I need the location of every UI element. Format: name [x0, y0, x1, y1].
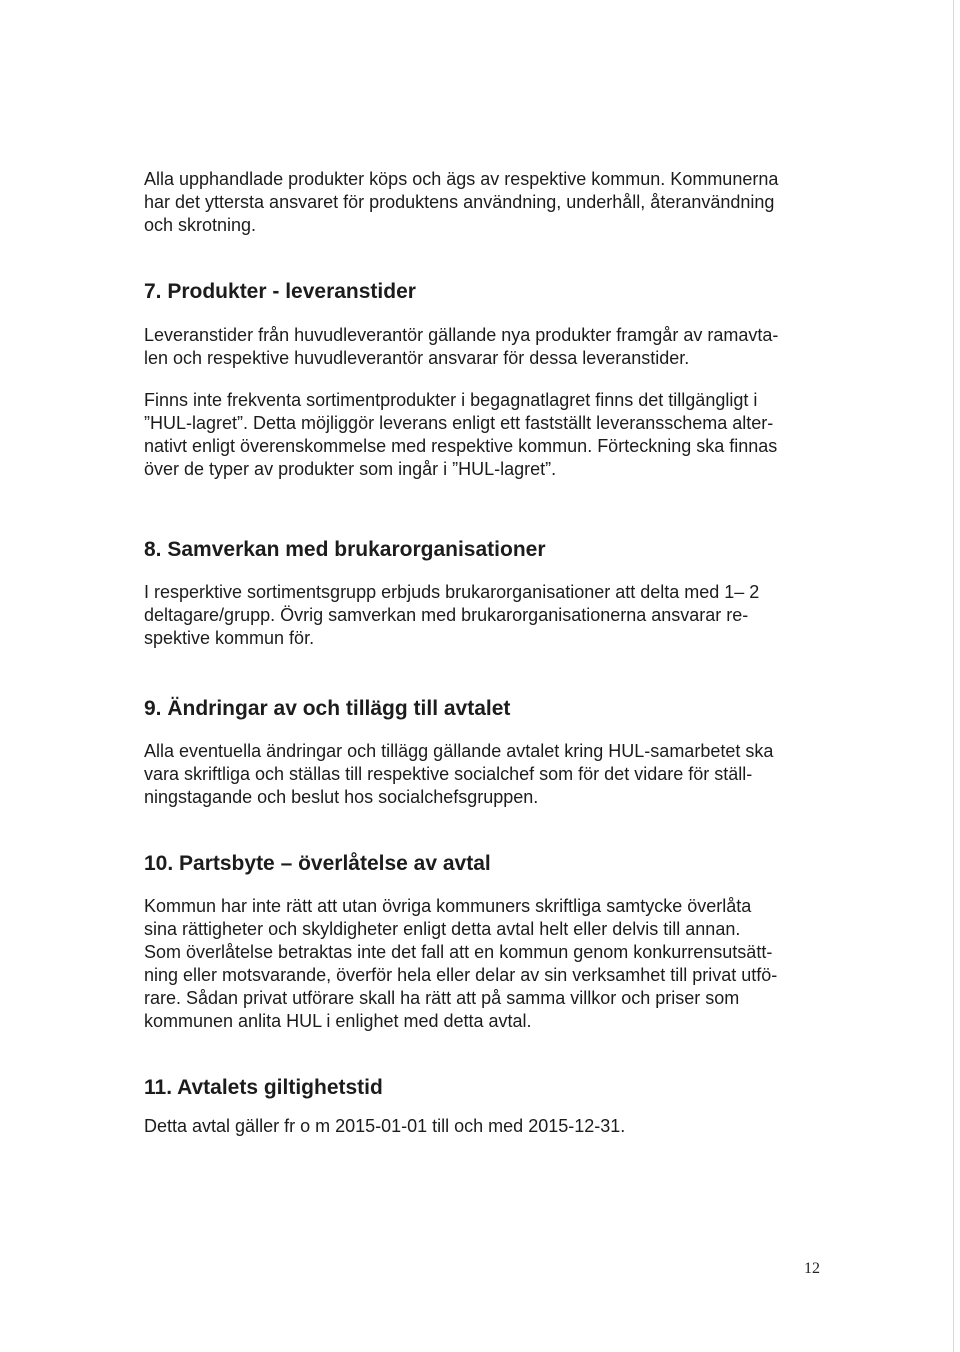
text-line: ningstagande och beslut hos socialchefsgruppen. [144, 787, 539, 807]
text-line: Finns inte frekventa sortimentprodukter i begagnatlagret finns det tillgängligt i [144, 390, 758, 410]
intro-paragraph [144, 168, 824, 237]
text-line: rare. Sådan privat utförare skall ha rätt att på samma villkor och priser som [144, 988, 740, 1008]
text-line: vara skriftliga och ställas till respektive socialchef som för det vidare för ställ- [144, 764, 753, 784]
section-10-paragraph [144, 895, 824, 1033]
text-line: kommunen anlita HUL i enlighet med detta avtal. [144, 1011, 532, 1031]
text-line: nativt enligt överenskommelse med respektive kommun. Förteckning ska finnas [144, 436, 778, 456]
section-11-paragraph [144, 1115, 824, 1138]
text-line: ning eller motsvarande, överför hela eller delar av sin verksamhet till privat utfö- [144, 965, 778, 985]
text-line: Alla eventuella ändringar och tillägg gällande avtalet kring HUL-samarbetet ska [144, 741, 774, 761]
text-line: Detta avtal gäller fr o m 2015-01-01 till och med 2015-12-31. [144, 1116, 626, 1136]
page-edge [953, 0, 954, 1352]
text-line: spektive kommun för. [144, 628, 315, 648]
page-number: 12 [804, 1260, 820, 1277]
text-line: ”HUL-lagret”. Detta möjliggör leverans enligt ett fastställt leveransschema alter- [144, 413, 774, 433]
text-line: len och respektive huvudleverantör ansvarar för dessa leveranstider. [144, 348, 690, 368]
section-8-paragraph [144, 581, 824, 650]
document-page [144, 168, 824, 1138]
section-9-paragraph [144, 740, 824, 809]
text-line: och skrotning. [144, 215, 257, 235]
text-line: Leveranstider från huvudleverantör gällande nya produkter framgår av ramavta- [144, 325, 779, 345]
section-11-heading: 11. Avtalets giltighetstid [144, 1076, 383, 1099]
section-9-heading: 9. Ändringar av och tillägg till avtalet [144, 697, 511, 720]
text-line: I resperktive sortimentsgrupp erbjuds brukarorganisationer att delta med 1– 2 [144, 582, 760, 602]
text-line: Som överlåtelse betraktas inte det fall att en kommun genom konkurrensutsätt- [144, 942, 773, 962]
section-7-paragraph-1 [144, 324, 824, 370]
section-7-heading: 7. Produkter - leveranstider [144, 280, 416, 303]
text-line: har det yttersta ansvaret för produktens användning, underhåll, återanvändning [144, 192, 775, 212]
text-line: Alla upphandlade produkter köps och ägs av respektive kommun. Kommunerna [144, 169, 779, 189]
text-line: sina rättigheter och skyldigheter enligt detta avtal helt eller delvis till annan. [144, 919, 741, 939]
section-8-heading: 8. Samverkan med brukarorganisationer [144, 538, 546, 561]
text-line: deltagare/grupp. Övrig samverkan med brukarorganisationerna ansvarar re- [144, 605, 749, 625]
section-10-heading: 10. Partsbyte – överlåtelse av avtal [144, 852, 491, 875]
text-line: Kommun har inte rätt att utan övriga kommuners skriftliga samtycke överlåta [144, 896, 752, 916]
section-7-paragraph-2 [144, 389, 824, 481]
text-line: över de typer av produkter som ingår i ”HUL-lagret”. [144, 459, 557, 479]
